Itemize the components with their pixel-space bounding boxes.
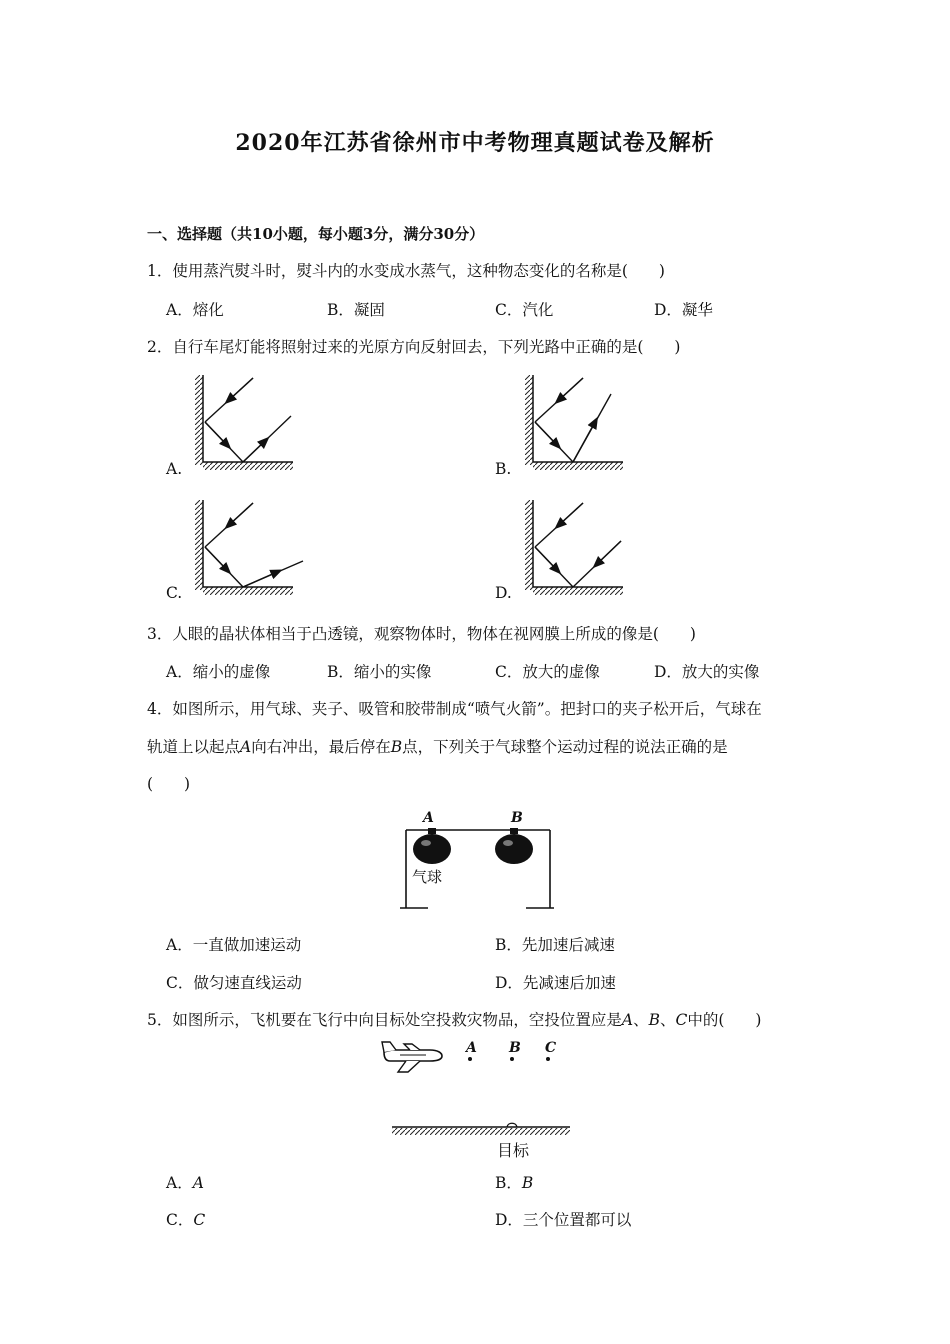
q3-option-c: C．放大的虚像 <box>495 663 600 681</box>
q2-figure-a <box>195 370 305 470</box>
balloon-caption: 气球 <box>412 868 443 886</box>
question-4-line-2: 轨道上以起点A向右冲出，最后停在B点，下列关于气球整个运动过程的说法正确的是 <box>147 738 728 756</box>
q5-option-a: A．A <box>166 1174 204 1192</box>
q1-option-b: B．凝固 <box>327 301 385 319</box>
drop-point-a-label: A <box>466 1040 477 1056</box>
q3-option-d: D．放大的实像 <box>654 663 760 681</box>
balloon-label-b: B <box>511 810 523 826</box>
q2-figure-c <box>195 495 315 595</box>
target-label: 目标 <box>497 1141 530 1160</box>
q2-label-c: C. <box>166 584 183 602</box>
q4-option-b: B．先加速后减速 <box>495 936 615 954</box>
question-4-line-3: ( ) <box>147 775 191 793</box>
q4-option-c: C．做匀速直线运动 <box>166 974 302 992</box>
airplane-icon <box>380 1038 450 1078</box>
q5-option-d: D．三个位置都可以 <box>495 1211 632 1229</box>
q1-option-c: C．汽化 <box>495 301 554 319</box>
q5-option-c: C．C <box>166 1211 206 1229</box>
drop-point-c-label: C <box>545 1040 557 1056</box>
section-heading: 一、选择题（共10小题，每小题3分，满分30分） <box>147 225 485 243</box>
drop-point-b-label: B <box>509 1040 521 1056</box>
q3-option-a: A．缩小的虚像 <box>166 663 271 681</box>
q3-option-b: B．缩小的实像 <box>327 663 432 681</box>
page-title: 2020年江苏省徐州市中考物理真题试卷及解析 <box>235 130 715 156</box>
ground-target-figure <box>390 1120 575 1140</box>
q4-option-a: A．一直做加速运动 <box>166 936 302 954</box>
question-4-line-1: 4．如图所示，用气球、夹子、吸管和胶带制成“喷气火箭”。把封口的夹子松开后，气球在 <box>147 700 762 718</box>
q2-figure-d <box>525 495 635 595</box>
q1-option-a: A．熔化 <box>166 301 224 319</box>
balloon-label-a: A <box>423 810 434 826</box>
q1-option-d: D．凝华 <box>654 301 713 319</box>
q2-figure-b <box>525 370 635 470</box>
q2-label-d: D. <box>495 584 512 602</box>
q2-label-b: B. <box>495 460 512 478</box>
q2-label-a: A. <box>166 460 183 478</box>
question-1: 1．使用蒸汽熨斗时，熨斗内的水变成水蒸气，这种物态变化的名称是( ) <box>147 262 665 280</box>
question-5: 5．如图所示，飞机要在飞行中向目标处空投救灾物品，空投位置应是A、B、C中的( ) <box>147 1011 762 1029</box>
question-2: 2．自行车尾灯能将照射过来的光原方向反射回去，下列光路中正确的是( ) <box>147 338 681 356</box>
q5-option-b: B．B <box>495 1174 534 1192</box>
q4-option-d: D．先减速后加速 <box>495 974 616 992</box>
question-3: 3．人眼的晶状体相当于凸透镜，观察物体时，物体在视网膜上所成的像是( ) <box>147 625 696 643</box>
drop-point-dots <box>460 1052 560 1064</box>
